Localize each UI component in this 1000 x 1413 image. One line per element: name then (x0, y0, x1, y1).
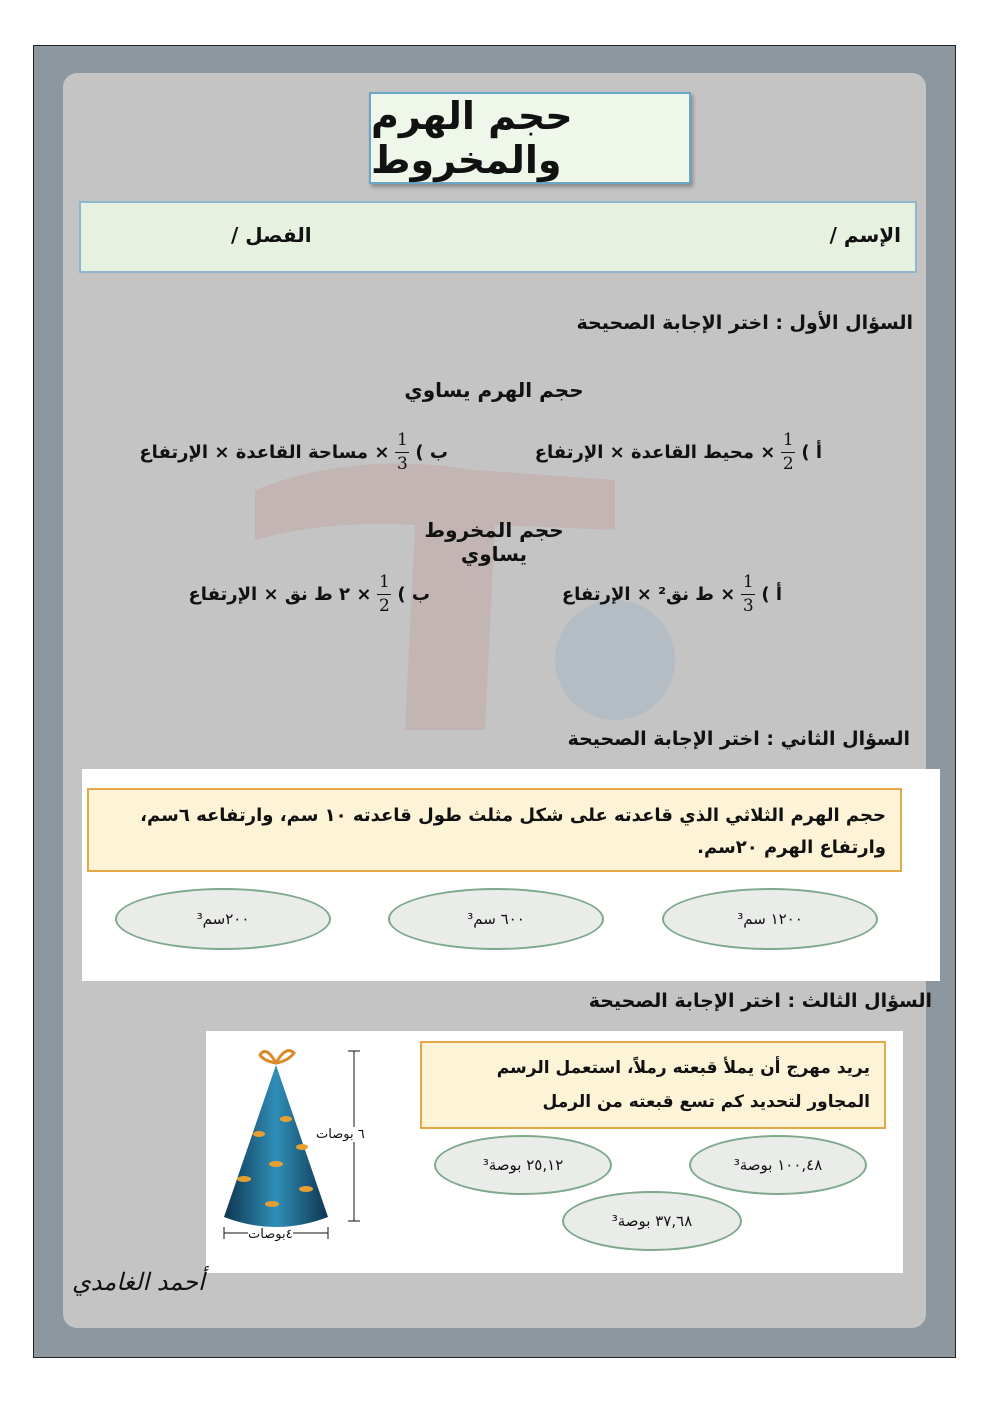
q2-option-1[interactable]: ١٢٠٠ سم³ (662, 888, 878, 950)
name-label: الإسم / (829, 223, 901, 247)
option-letter: ب ) (415, 442, 448, 463)
base-label: ٤بوصات (248, 1227, 293, 1242)
pyramid-option-b[interactable] (139, 432, 448, 473)
pyramid-prompt: حجم الهرم يساوي (404, 378, 584, 402)
student-info-box (79, 201, 917, 273)
fraction: $\frac{1}{2}$ (379, 572, 390, 616)
option-text: × محيط القاعدة × الإرتفاع (534, 442, 776, 463)
q3-option-2[interactable]: ٢٥,١٢ بوصة³ (434, 1135, 612, 1195)
q3-question-text: يريد مهرج أن يملأ قبعته رملاً، استعمل الرسم المجاور لتحديد كم تسع قبعته من الرمل (420, 1041, 886, 1129)
fraction: $\frac{1}{2}$ (782, 430, 794, 474)
worksheet-title: حجم الهرم والمخروط (369, 92, 691, 184)
fraction: $\frac{1}{3}$ (742, 572, 754, 616)
q2-option-2[interactable]: ٦٠٠ سم³ (388, 888, 604, 950)
pyramid-option-a[interactable] (535, 432, 822, 473)
q1-heading: السؤال الأول : اختر الإجابة الصحيحة (576, 312, 913, 334)
class-label: الفصل / (231, 223, 312, 247)
cone-option-b[interactable] (189, 574, 430, 615)
teacher-signature: أحمد الغامدي (72, 1268, 205, 1296)
option-letter: أ ) (761, 584, 782, 605)
option-text: × ط نق² × الإرتفاع (561, 584, 736, 605)
cone-prompt: حجم المخروط يساوي (424, 518, 564, 566)
party-hat-figure (214, 1039, 384, 1259)
q2-heading: السؤال الثاني : اختر الإجابة الصحيحة (567, 728, 910, 750)
fraction: $\frac{1}{3}$ (397, 430, 408, 474)
q3-option-3[interactable]: ٣٧,٦٨ بوصة³ (562, 1191, 742, 1251)
q2-panel (82, 769, 940, 981)
q2-question-text: حجم الهرم الثلاثي الذي قاعدته على شكل مثلث طول قاعدته ١٠ سم، وارتفاعه ٦سم، وارتفاع الهرم ٢٠سم. (87, 788, 902, 872)
q3-panel (206, 1031, 903, 1273)
q3-heading: السؤال الثالث : اختر الإجابة الصحيحة (588, 990, 932, 1012)
option-letter: أ ) (801, 442, 822, 463)
q2-option-3[interactable]: ٢٠٠سم³ (115, 888, 331, 950)
q3-option-1[interactable]: ١٠٠,٤٨ بوصة³ (689, 1135, 867, 1195)
cone-option-a[interactable] (562, 574, 782, 615)
option-text: × ٢ ط نق × الإرتفاع (188, 584, 372, 605)
option-text: × مساحة القاعدة × الإرتفاع (139, 442, 390, 463)
option-letter: ب ) (397, 584, 430, 605)
height-label: ٦ بوصات (316, 1127, 365, 1142)
